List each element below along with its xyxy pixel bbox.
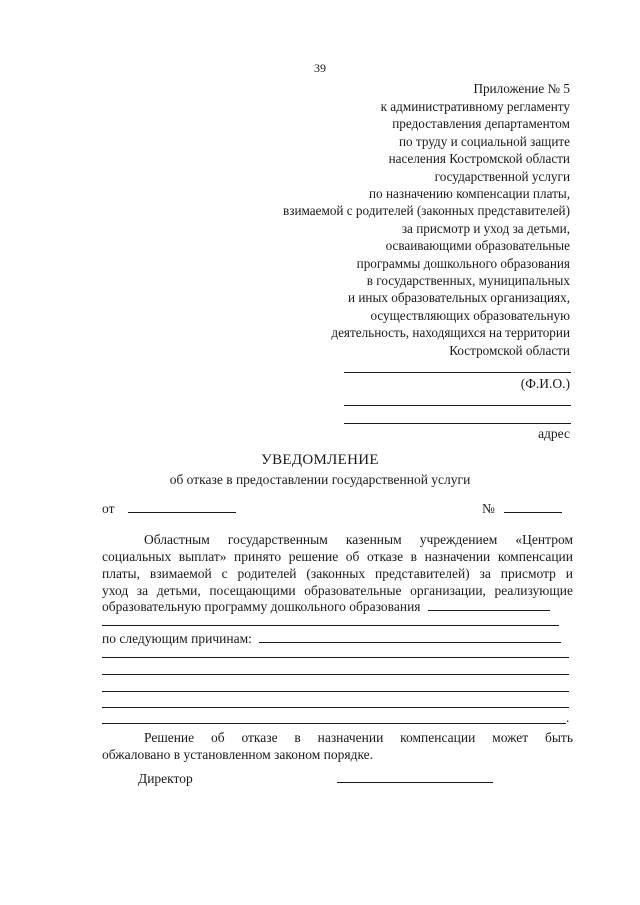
appendix-line: осваивающими образовательные [385, 238, 570, 254]
appendix-line: за присмотр и уход за детьми, [401, 220, 570, 236]
appendix-line: по труду и социальной защите [398, 133, 570, 149]
reasons-line[interactable] [102, 707, 569, 708]
program-row [102, 598, 550, 615]
number-field[interactable] [504, 500, 562, 513]
fio-field-line[interactable] [344, 372, 571, 373]
address-field-line-1[interactable] [344, 405, 571, 406]
reasons-line[interactable] [102, 691, 569, 692]
appendix-line: взимаемой с родителей (законных представителей) [283, 203, 570, 219]
decision-paragraph [102, 531, 573, 599]
director-signature-line[interactable] [337, 782, 493, 783]
fio-label: (Ф.И.О.) [520, 376, 570, 391]
appendix-line: и иных образовательных организациях, [348, 290, 570, 306]
reasons-label: по следующим причинам: [102, 631, 252, 646]
appendix-line: программы дошкольного образования [356, 255, 570, 271]
page-number: 39 [314, 61, 326, 75]
director-label: Директор [138, 771, 193, 786]
notice-title: УВЕДОМЛЕНИЕ [261, 452, 379, 468]
program-field-continuation[interactable] [102, 625, 559, 626]
reasons-field[interactable] [259, 630, 561, 643]
address-label: адрес [538, 426, 570, 441]
reasons-end-period: . [566, 710, 570, 725]
reasons-line[interactable] [102, 723, 566, 724]
reasons-line[interactable] [102, 674, 569, 675]
appendix-line: к административному регламенту [380, 99, 570, 114]
address-field-line-2[interactable] [344, 423, 571, 424]
paragraph-line: Областным государственным казенным учреждением «Центром [144, 532, 573, 547]
appendix-line: по назначению компенсации платы, [369, 186, 570, 202]
appendix-line: Костромской области [449, 342, 570, 358]
appendix-line: деятельность, находящихся на территории [331, 325, 570, 341]
paragraph-line: уход за детьми, посещающими образовательные организации, реализующие [102, 583, 573, 598]
appendix-description [283, 98, 570, 359]
date-label: от [102, 501, 115, 516]
reasons-line[interactable] [102, 657, 569, 658]
notice-subtitle: об отказе в предоставлении государственной услуги [169, 472, 471, 487]
appendix-line: государственной услуги [434, 168, 570, 184]
paragraph-line: обжаловано в установленном законом порядке. [102, 747, 374, 762]
appendix-title: Приложение № 5 [473, 81, 570, 96]
program-label: образовательную программу дошкольного образования [102, 599, 421, 614]
paragraph-line: социальных выплат» принято решение об отказе в назначении компенсации [102, 549, 573, 564]
reasons-row [102, 630, 561, 647]
program-field[interactable] [428, 598, 550, 611]
date-row [102, 500, 236, 517]
paragraph-line: Решение об отказе в назначении компенсации может быть [144, 730, 573, 745]
number-label: № [482, 501, 495, 516]
appeal-paragraph [102, 729, 573, 763]
number-row [482, 500, 562, 517]
appendix-line: осуществляющих образовательную [370, 307, 570, 323]
date-field[interactable] [128, 500, 236, 513]
appendix-line: населения Костромской области [388, 151, 570, 167]
appendix-line: предоставления департаментом [392, 116, 570, 132]
appendix-line: в государственных, муниципальных [366, 273, 570, 289]
paragraph-line: платы, взимаемой с родителей (законных представителей) за присмотр и [102, 566, 573, 581]
